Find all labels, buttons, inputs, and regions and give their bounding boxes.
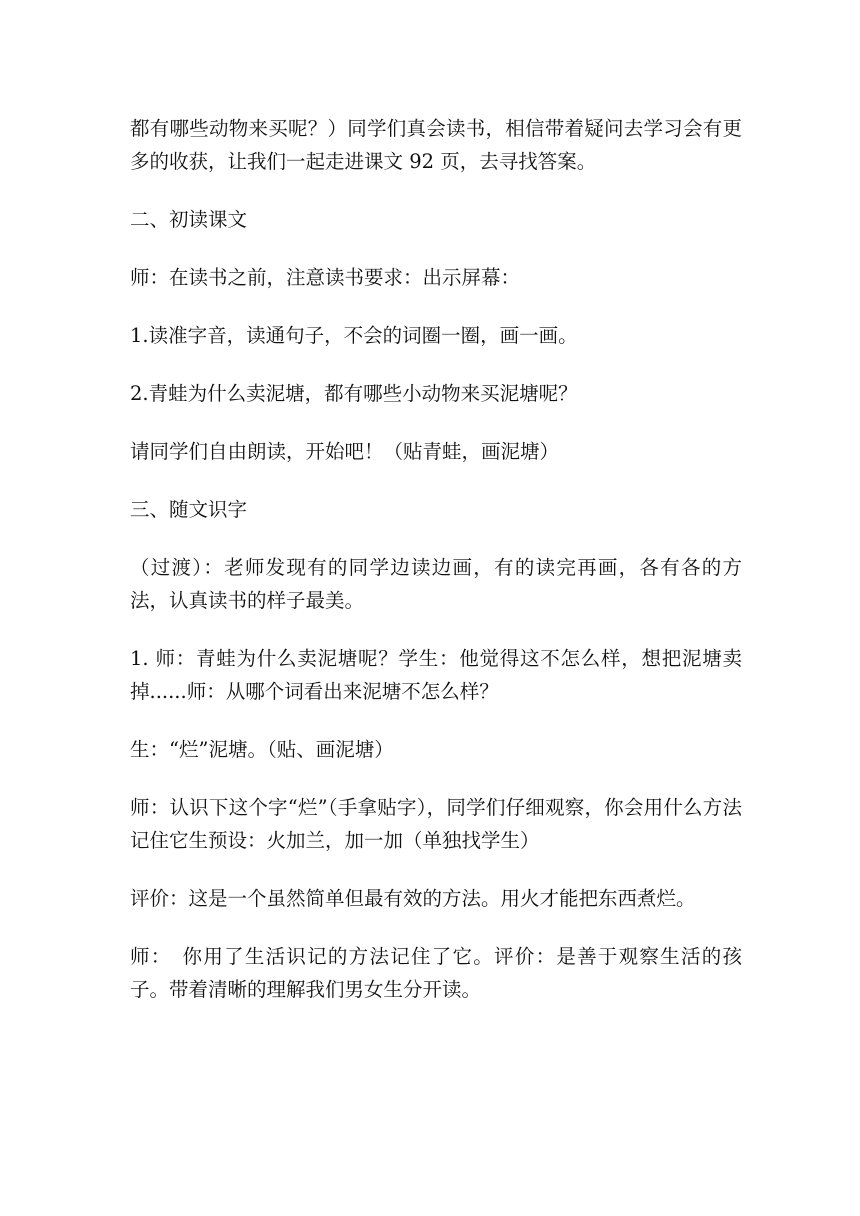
paragraph-free-reading: 请同学们自由朗读，开始吧！（贴青蛙，画泥塘） xyxy=(130,440,560,463)
paragraph-student-answer: 生：“烂”泥塘。（贴、画泥塘） xyxy=(130,738,394,761)
list-item-requirement-1: 1.读准字音，读通句子，不会的词圈一圈，画一画。 xyxy=(130,324,578,347)
paragraph-evaluation: 评价：这是一个虽然简单但最有效的方法。用火才能把东西煮烂。 xyxy=(130,887,696,910)
section-heading-character-learning: 三、随文识字 xyxy=(130,498,248,521)
paragraph-teacher-summary: 师： 你用了生活识记的方法记住了它。评价：是善于观察生活的孩子。带着清晰的理解我们男女生分开读。 xyxy=(130,945,742,1001)
document-body xyxy=(130,112,742,1006)
paragraph-transition: （过渡）：老师发现有的同学边读边画，有的读完再画，各有各的方法，认真读书的样子最美。 xyxy=(130,556,742,612)
paragraph-character-observation: 师：认识下这个字“烂”（手拿贴字），同学们仔细观察，你会用什么方法记住它生预设：火加兰，加一加（单独找学生） xyxy=(130,796,742,852)
list-item-requirement-2: 2.青蛙为什么卖泥塘，都有哪些小动物来买泥塘呢？ xyxy=(130,382,578,405)
paragraph-intro-continuation: 都有哪些动物来买呢？）同学们真会读书，相信带着疑问去学习会有更多的收获，让我们一起走进课文 92 页，去寻找答案。 xyxy=(130,117,742,173)
paragraph-question-1: 1. 师：青蛙为什么卖泥塘呢？学生：他觉得这不怎么样，想把泥塘卖掉......师：从哪个词看出来泥塘不怎么样？ xyxy=(130,647,742,703)
section-heading-first-reading: 二、初读课文 xyxy=(130,208,248,231)
paragraph-reading-requirements: 师：在读书之前，注意读书要求：出示屏幕： xyxy=(130,266,521,289)
